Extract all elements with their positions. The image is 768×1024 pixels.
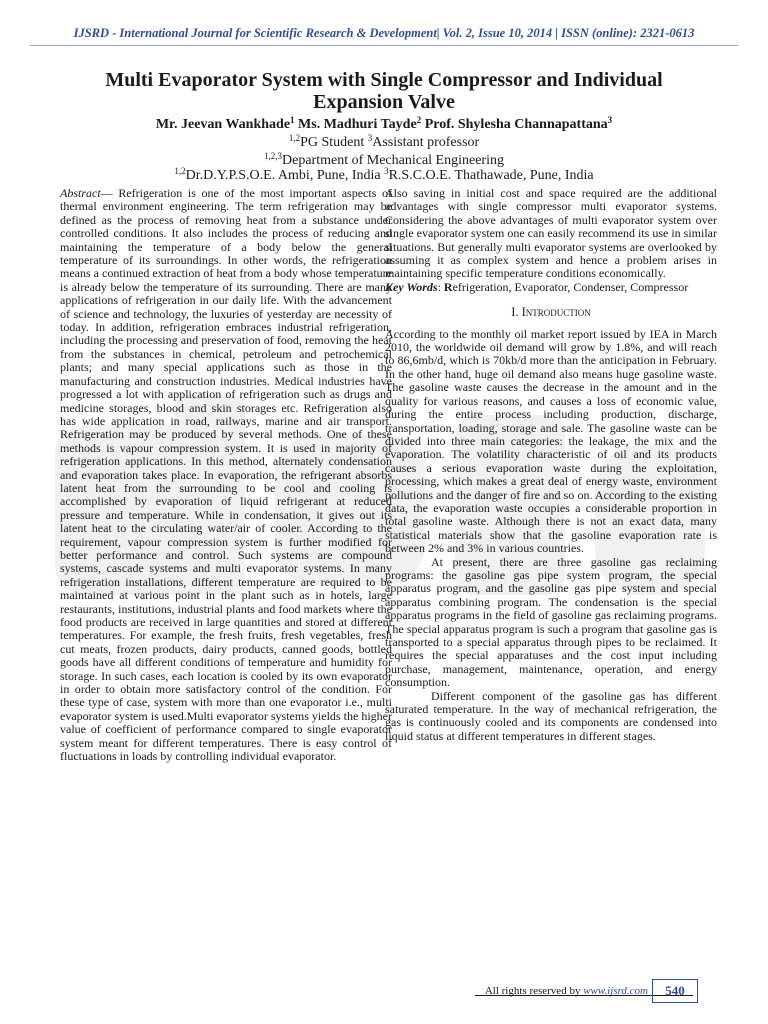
- affiliation-text: R.S.C.O.E. Thathawade, Pune, India: [388, 168, 594, 183]
- affiliation-text: Assistant professor: [372, 135, 480, 150]
- header-divider: [30, 45, 738, 46]
- affiliation-sup: 3: [384, 166, 389, 176]
- abstract-text: Refrigeration is one of the most important aspects of thermal environment engineering. The term refrigeration may be defined as the process of removing heat from a substance under controlled conditions. It also includes the process of reducing and maintaining the temperature of a body below the general temperature of its surroundings. In other words, the refrigeration means a continued extraction of heat from a body whose temperature is already below the temperature of its surrounding. There are many applications of refrigeration in our daily life. With the advancement of science and technology, the luxuries of yesterday are necessity of today. In addition, refrigeration embraces industrial refrigeration, including the processing and preservation of food, removing the heat from the substances in chemical, petroleum and petrochemical plants; and many special applications such as those in the manufacturing and construction industries. Medical industries have progressed a lot with application of refrigeration such as drugs and medicine storages, blood and skin storages etc. Refrigeration also has wide application in road, railways, marine and air transport. Refrigeration may be produced by several methods. One of these methods is vapour compression system. It is used in majority of refrigeration applications. In this method, alternately condensation and evaporation takes place. In evaporation, the refrigerant absorbs latent heat from the surrounding to be cool and cooling is accomplished by evaporation of liquid refrigerant at reduced pressure and temperature. While in condensation, it gives out its latent heat to the circulating water/air of cooler. According to the requirement, vapour compression system is further modified for better performance and control. Such systems are compound systems, cascade systems and multi evaporator systems. In many refrigeration installations, different temperature are required to be maintained at various point in the plant such as in hotels, large restaurants, institutions, industrial plants and food markets where the food products are received in large quantities and stored at different temperatures. For example, the fresh fruits, fresh vegetables, fresh cut meats, frozen products, dairy products, canned goods, bottled goods have all different conditions of temperature and humidity for storage. In such cases, each location is cooled by its own evaporator in order to obtain more satisfactory control of the condition. For these type of case, system with more than one evaporator i.e., multi evaporator system is used.Multi evaporator systems yields the higher value of coefficient of performance compared to single evaporator system meant for different temperatures. There is easy control of fluctuations in loads by controlling individual evaporator.: [60, 186, 392, 764]
- affiliation-text: Department of Mechanical Engineering: [282, 153, 504, 168]
- author-list: [40, 117, 728, 133]
- author-sup: 2: [416, 115, 422, 125]
- abstract-continuation: Also saving in initial cost and space required are the additional advantages with single compressor multi evaporator systems. Considering the above advantages of multi evaporator system over single evaporator system one can easily recommend its use in similar situations. But generally multi evaporator systems are overlooked by assuming it as complex system and hence a problem arises in maintaining specific temperature conditions economically.: [385, 186, 717, 281]
- right-column: [385, 187, 717, 743]
- intro-paragraph: At present, there are three gasoline gas reclaiming programs: the gasoline gas pipe system program, the special apparatus program, and the gasoline gas pipe system and special apparatus combining program. The condensation is the special apparatus programs in the field of gasoline gas reclaiming programs. The special apparatus program is such a program that gasoline gas is transported to a special apparatus through pipes to be reclaimed. It requires the special apparatuses and the cost input including purchase, management, maintenance, operation, and energy consumption.: [385, 554, 717, 690]
- paper-title: Multi Evaporator System with Single Compressor and Individual Expansion Valve: [105, 69, 663, 113]
- intro-paragraph: According to the monthly oil market report issued by IEA in March 2010, the worldwide oil demand will grow by 1.8%, and will reach to 86,6mb/d, which is 70kb/d more than the anticipation in February. In the other hand, huge oil demand also means huge gasoline waste. The gasoline waste causes the decrease in the amount and in the quality for various reasons, and causes a loss of economic value, during the entire process including production, discharge, transportation, loading, storage and sale. The gasoline waste can be divided into three main categories: the leakage, the mix and the evaporation. The volatility characteristic of oil and its products causes a serious evaporation waste during the exploitation, processing, which makes a great deal of energy waste, environment pollutions and the danger of fire and so on. According to the existing data, the evaporation waste occupies a considerable proportion in total gasoline waste. Although there is not an exact data, many statistical materials show that the gasoline evaporation rate is between 2% and 3% in various countries.: [385, 326, 717, 556]
- affiliation-position: [40, 135, 728, 151]
- journal-header: IJSRD - International Journal for Scientific Research & Development| Vol. 2, Issue 10, 2014 | ISSN (online): 2321-0613: [73, 26, 695, 40]
- affiliation-text: PG Student: [300, 135, 368, 150]
- abstract-dash: —: [100, 186, 119, 200]
- affiliation-sup: 1,2,3: [264, 151, 283, 161]
- affiliation-sup: 1,2: [288, 133, 301, 143]
- left-column: [60, 187, 392, 763]
- affiliation-institution: [40, 168, 728, 184]
- affiliation-sup: 3: [367, 133, 373, 143]
- keywords-colon: :: [437, 279, 444, 294]
- footer-rights-text: All rights reserved by: [484, 985, 584, 997]
- intro-paragraph: Different component of the gasoline gas has different saturated temperature. In the way of mechanical refrigeration, the gas is continuously cooled and its components are condensed into liquid status at different temperatures in different stages.: [385, 688, 717, 743]
- keywords-first-letter: R: [443, 279, 453, 294]
- footer-site-link[interactable]: www.ijsrd.com: [583, 985, 648, 997]
- author-sup: 3: [607, 115, 613, 125]
- page-number: 540: [652, 979, 698, 1003]
- keywords-paragraph: [385, 281, 717, 294]
- affiliation-sup: 1,2: [174, 166, 186, 176]
- abstract-label: Abstract: [60, 186, 101, 200]
- abstract-paragraph: [60, 187, 392, 763]
- affiliation-text: Dr.D.Y.P.S.O.E. Ambi, Pune, India: [185, 168, 385, 183]
- author-name: Ms. Madhuri Tayde: [298, 117, 417, 132]
- author-sup: 1: [290, 115, 295, 125]
- keywords-label: Key Words: [385, 279, 438, 294]
- keywords-text: efrigeration, Evaporator, Condenser, Compressor: [452, 279, 689, 294]
- section-heading-introduction: I. Introduction: [511, 305, 591, 320]
- author-name: Prof. Shylesha Channapattana: [424, 117, 608, 132]
- author-name: Mr. Jeevan Wankhade: [155, 117, 291, 132]
